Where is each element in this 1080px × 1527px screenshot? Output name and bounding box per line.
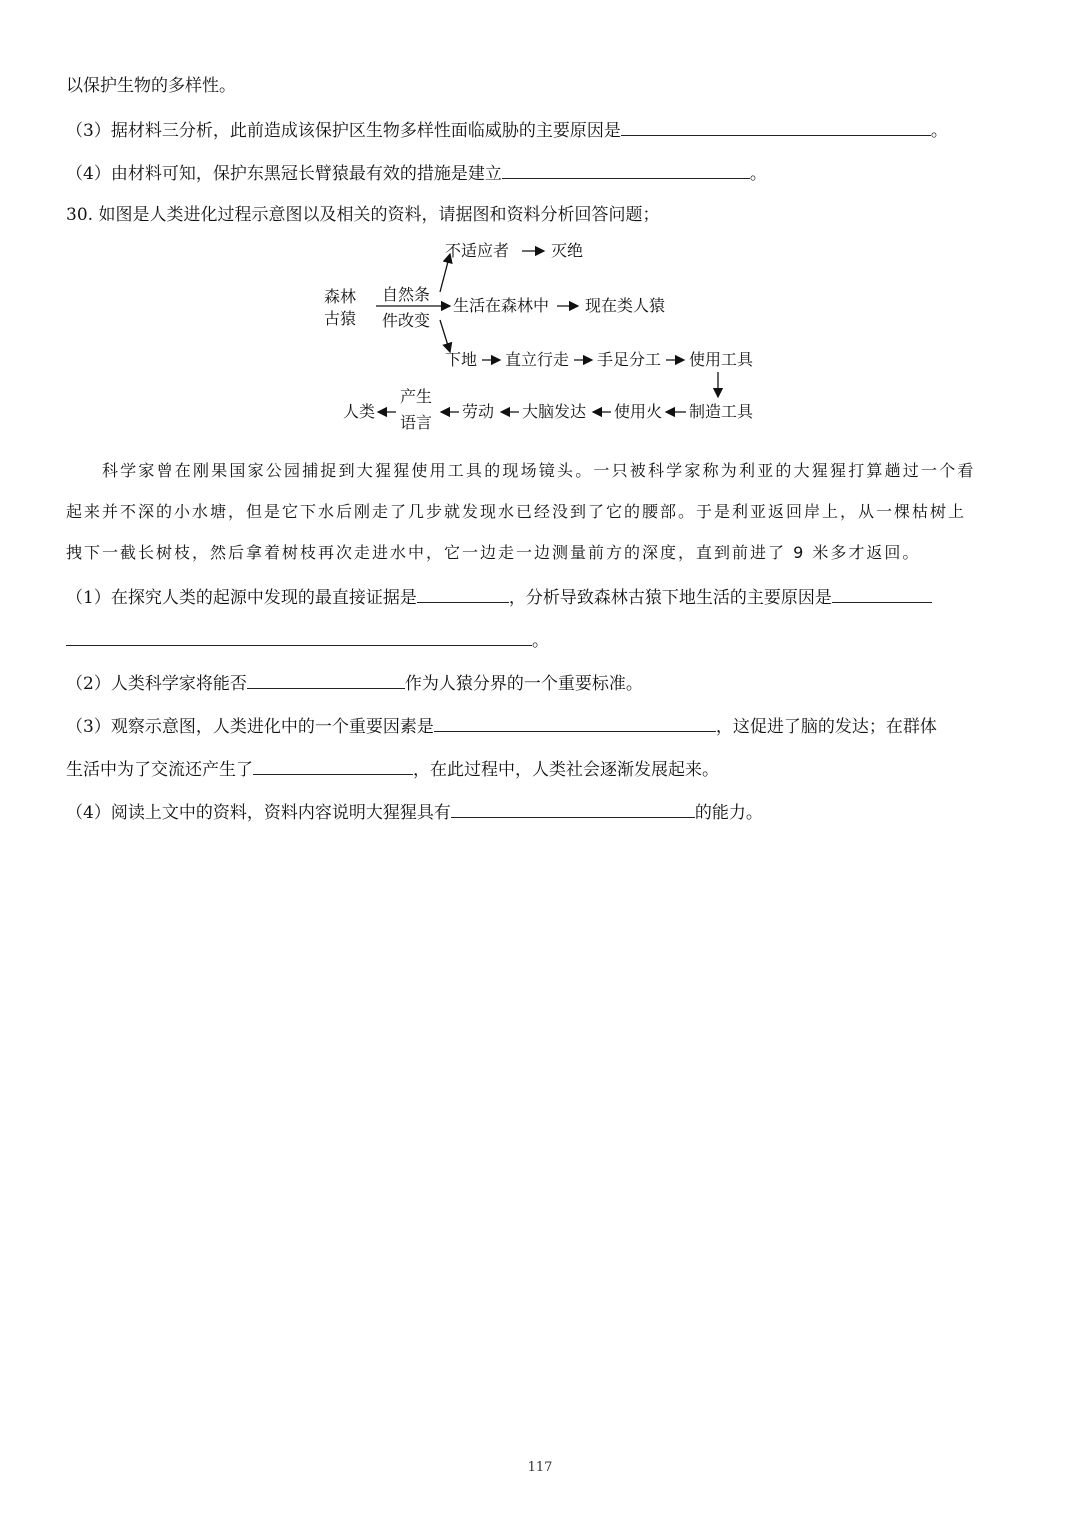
punctuation: 。 xyxy=(749,164,767,184)
answer-blank[interactable] xyxy=(832,584,932,603)
unfit-label: 不适应者 xyxy=(445,241,510,260)
text-fragment: 以保护生物的多样性。 xyxy=(66,76,236,96)
question-text: （4）由材料可知，保护东黑冠长臂猿最有效的措施是建立 xyxy=(66,164,502,184)
question-30-title xyxy=(66,203,659,227)
use-fire-label: 使用火 xyxy=(614,402,663,421)
subquestion-3-line-2: 生活中为了交流还产生了 ，在此过程中，人类社会逐渐发展起来。 xyxy=(66,756,719,782)
origin-label-2: 古猿 xyxy=(324,309,357,328)
condition-label-2: 件改变 xyxy=(382,311,431,330)
evolution-diagram xyxy=(310,232,780,437)
question-text: （3）据材料三分析，此前造成该保护区生物多样性面临威胁的主要原因是 xyxy=(66,121,621,141)
passage xyxy=(66,450,1016,573)
question-text: 30. 如图是人类进化过程示意图以及相关的资料，请据图和资料分析回答问题； xyxy=(66,205,660,225)
down-label: 下地 xyxy=(445,350,478,369)
labor-label: 劳动 xyxy=(462,402,495,421)
answer-blank[interactable] xyxy=(417,584,509,603)
passage-line: 科学家曾在刚果国家公园捕捉到大猩猩使用工具的现场镜头。一只被科学家称为利亚的大猩猩打算趟过一个看 xyxy=(102,461,976,480)
passage-line: 拽下一截长树枝，然后拿着树枝再次走进水中，它一边走一边测量前方的深度，直到前进了 9 米多才返回。 xyxy=(66,543,921,562)
subquestion-1-line-2: 。 xyxy=(66,627,549,653)
subquestion-4-line: （4）阅读上文中的资料，资料内容说明大猩猩具有 的能力。 xyxy=(66,799,763,825)
answer-blank[interactable] xyxy=(247,670,405,689)
question-3-line xyxy=(66,117,948,143)
answer-blank[interactable] xyxy=(434,713,716,732)
condition-label-1: 自然条 xyxy=(382,285,431,304)
answer-blank[interactable] xyxy=(621,117,931,136)
hands-feet-label: 手足分工 xyxy=(597,350,662,369)
human-label: 人类 xyxy=(343,402,376,421)
upright-label: 直立行走 xyxy=(505,350,570,369)
forest-life-label: 生活在森林中 xyxy=(453,296,550,315)
use-tools-label: 使用工具 xyxy=(689,350,754,369)
language-label-1: 产生 xyxy=(400,387,433,406)
modern-apes-label: 现在类人猿 xyxy=(585,296,666,315)
origin-label-1: 森林 xyxy=(324,287,357,306)
answer-blank[interactable] xyxy=(66,627,532,646)
make-tools-label: 制造工具 xyxy=(689,402,754,421)
page-number: 117 xyxy=(527,1460,553,1475)
answer-blank[interactable] xyxy=(451,799,695,818)
answer-blank[interactable] xyxy=(502,160,750,179)
question-4-line xyxy=(66,160,767,186)
text-line xyxy=(66,74,236,98)
subquestion-1-line-1: （1）在探究人类的起源中发现的最直接证据是 ，分析导致森林古猿下地生活的主要原因是 xyxy=(66,584,932,610)
subquestion-3-line-1: （3）观察示意图，人类进化中的一个重要因素是 ，这促进了脑的发达；在群体 xyxy=(66,713,937,739)
punctuation: 。 xyxy=(930,121,948,141)
extinct-label: 灭绝 xyxy=(551,241,584,260)
subquestion-2-line: （2）人类科学家将能否 作为人猿分界的一个重要标准。 xyxy=(66,670,643,696)
branch-down-arrow xyxy=(440,320,450,352)
brain-label: 大脑发达 xyxy=(522,402,587,421)
answer-blank[interactable] xyxy=(253,756,413,775)
language-label-2: 语言 xyxy=(400,413,433,432)
passage-line: 起来并不深的小水塘，但是它下水后刚走了几步就发现水已经没到了它的腰部。于是利亚返回岸上，从一棵枯树上 xyxy=(66,502,967,521)
